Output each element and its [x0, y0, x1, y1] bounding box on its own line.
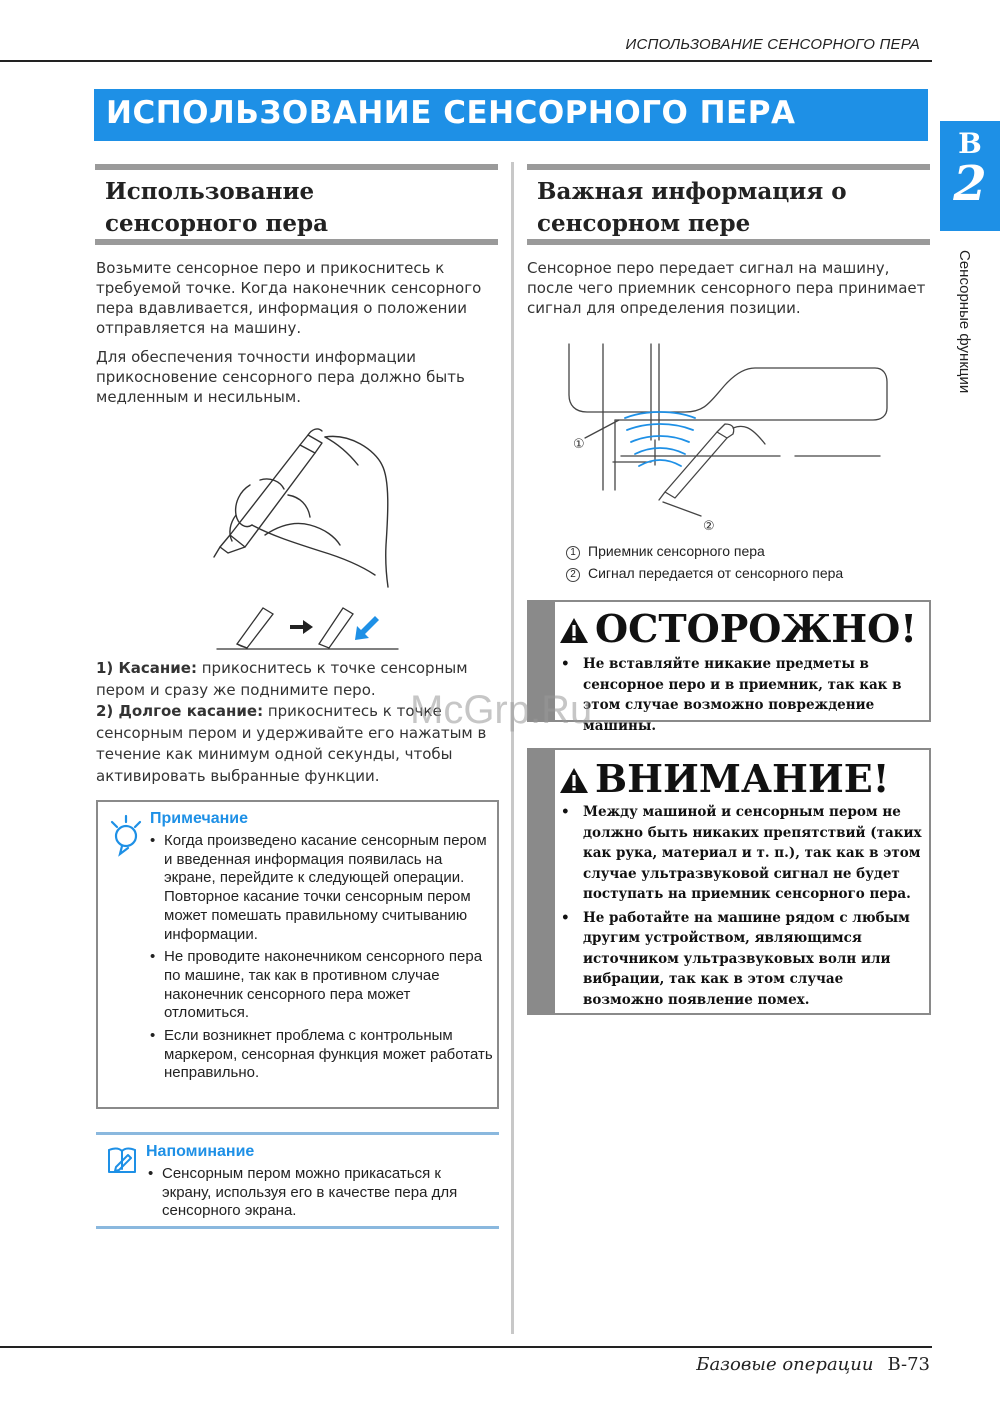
running-header: ИСПОЛЬЗОВАНИЕ СЕНСОРНОГО ПЕРА	[625, 36, 920, 53]
right-section-heading: Важная информация о сенсорном пере	[537, 178, 847, 237]
caption-signal-text: Сигнал передается от сенсорного пера	[588, 565, 844, 581]
warning-title: ВНИМАНИЕ!	[595, 756, 890, 801]
machine-signal-diagram	[555, 340, 895, 540]
caution-heading	[559, 606, 917, 651]
hand-pen-illustration	[200, 425, 400, 590]
tap-illustration	[215, 600, 400, 652]
note-item: • Если возникнет проблема с контрольным маркером, сенсорная функция может работать неправильно.	[150, 1027, 496, 1083]
tap-text: прикоснитесь к точке сенсорным пером и сразу же поднимите перо.	[96, 659, 468, 699]
left-section-heading-box	[95, 164, 498, 245]
callout-2-marker: ②	[703, 519, 715, 534]
left-paragraph-2: Для обеспечения точности информации прикосновение сенсорного пера должно быть медленным и несильным.	[96, 348, 465, 406]
note-box	[96, 800, 499, 1109]
callout-number-2: 2	[566, 568, 580, 582]
reminder-item: • Сенсорным пером можно прикасаться к экрану, используя его в качестве пера для сенсорного экрана.	[148, 1165, 494, 1221]
tap-label: 1) Касание:	[96, 659, 197, 677]
chapter-letter: B	[958, 127, 982, 160]
callout-1-marker: ①	[573, 437, 585, 452]
long-tap-text: прикоснитесь к точке сенсорным пером и удерживайте его нажатым в течение как минимум одной секунды, чтобы активировать выбранные функции.	[96, 702, 487, 785]
chapter-label: Сенсорные функции	[956, 250, 973, 394]
warning-triangle-icon	[559, 767, 589, 794]
page-number: B-73	[887, 1354, 930, 1375]
footer-rule	[0, 1346, 932, 1348]
right-paragraph-1: Сенсорное перо передает сигнал на машину, после чего приемник сенсорного пера принимает сигнал для определения позиции.	[527, 259, 926, 317]
right-section-heading-box	[527, 164, 930, 245]
long-tap-label: 2) Долгое касание:	[96, 702, 264, 720]
warning-box	[527, 748, 931, 1015]
caption-signal	[566, 565, 843, 582]
reminder-box	[96, 1132, 499, 1229]
warning-list	[559, 802, 927, 1013]
warning-heading	[559, 756, 889, 801]
warning-item: • Не работайте на машине рядом с любым другим устройством, являющимся источником ультразвуковых волн или вибрации, так как в этом случае возможно появление помех.	[559, 908, 927, 1011]
caution-list	[559, 654, 927, 739]
left-section-heading: Использование сенсорного пера	[105, 178, 328, 237]
caution-title: ОСТОРОЖНО!	[595, 606, 917, 651]
page-footer	[600, 1354, 930, 1375]
left-paragraph-1: Возьмите сенсорное перо и прикоснитесь к требуемой точке. Когда наконечник сенсорного пера вдавливается, информация о положении отправляется на машину.	[96, 259, 482, 337]
note-item: • Не проводите наконечником сенсорного пера по машине, так как в противном случае наконечник сенсорного пера может отломиться.	[150, 948, 496, 1023]
lightbulb-icon	[108, 812, 144, 860]
caution-item: • Не вставляйте никакие предметы в сенсорное перо и в приемник, так как в этом случае возможно повреждение машины.	[559, 654, 927, 736]
book-pencil-icon	[106, 1145, 138, 1175]
caption-receiver	[566, 543, 765, 560]
warning-triangle-icon	[559, 617, 589, 644]
watermark: McGrp.Ru	[410, 688, 593, 732]
footer-section: Базовые операции	[696, 1354, 874, 1375]
callout-number-1: 1	[566, 546, 580, 560]
column-divider	[511, 162, 514, 1334]
note-item: • Когда произведено касание сенсорным пером и введенная информация появилась на экране, перейдите к следующей операции. Повторное касание точки сенсорным пером может помешать правильному считыванию информации.	[150, 832, 496, 944]
header-rule	[0, 60, 932, 62]
reminder-list	[148, 1165, 494, 1221]
note-list	[150, 832, 496, 1087]
page-title: ИСПОЛЬЗОВАНИЕ СЕНСОРНОГО ПЕРА	[106, 95, 796, 131]
reminder-title: Напоминание	[146, 1143, 255, 1160]
warning-item: • Между машиной и сенсорным пером не должно быть никаких препятствий (таких как рука, материал и т. п.), так как в этом случае ультразвуковой сигнал не будет поступать на приемник сенсорного пера.	[559, 802, 927, 905]
chapter-tab	[940, 121, 1000, 231]
page-title-bar	[94, 89, 928, 141]
note-title: Примечание	[150, 810, 249, 827]
caption-receiver-text: Приемник сенсорного пера	[588, 543, 765, 559]
chapter-number: 2	[953, 156, 987, 212]
